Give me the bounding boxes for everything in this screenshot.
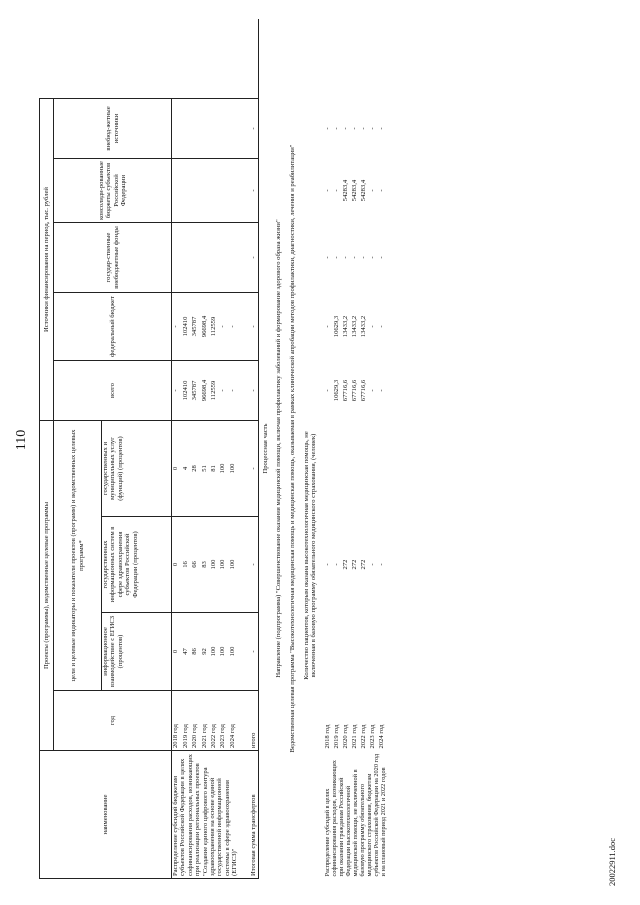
- table-cell: -: [229, 361, 239, 421]
- table-cell: -: [219, 293, 228, 361]
- table-cell: 100: [219, 613, 228, 691]
- table-cell: [219, 98, 228, 158]
- table-cell: 112559: [210, 361, 219, 421]
- table-cell: 54283,4: [350, 179, 358, 202]
- table-cell: 4: [182, 421, 191, 517]
- table-row-year: 2020 год: [341, 724, 349, 749]
- table-cell: 83: [201, 517, 210, 613]
- header-indicator-2: государственных информационных систем в сфере здравоохранения субъектов Российской Федерации (процентов): [102, 517, 172, 613]
- block2-rows: [324, 19, 387, 879]
- header-year: год: [54, 691, 172, 751]
- table-cell: -: [323, 325, 331, 328]
- table-cell: 92: [201, 613, 210, 691]
- table-cell: -: [350, 256, 358, 259]
- table-cell: 100: [210, 613, 219, 691]
- table-cell: [182, 98, 191, 158]
- table-cell: 81: [210, 421, 219, 517]
- itogo-year: итого: [250, 691, 258, 751]
- table-cell: -: [250, 159, 258, 223]
- table-cell: -: [368, 325, 376, 328]
- table-row-year: 2018 год: [172, 691, 182, 751]
- header-state-offbudget-funds: государ-ственные внебюджетные фонды: [54, 223, 172, 293]
- table-cell: 0: [172, 517, 182, 613]
- table-cell: -: [377, 127, 385, 130]
- table-cell: 66: [191, 517, 200, 613]
- table-cell: -: [377, 256, 385, 259]
- table-row-year: 2024 год: [229, 691, 239, 751]
- table-cell: 272: [350, 559, 358, 570]
- header-indicator-1: информационное взаимодействие с ЕГИСЗ (процентов): [102, 613, 172, 691]
- table-cell: -: [250, 98, 258, 158]
- table-cell: -: [332, 256, 340, 259]
- table-cell: -: [368, 256, 376, 259]
- table-cell: [182, 159, 191, 223]
- table-cell: [229, 223, 239, 293]
- financing-table: [39, 19, 387, 879]
- table-cell: [210, 159, 219, 223]
- table-cell: 13433,2: [350, 315, 358, 338]
- table-cell: -: [377, 563, 385, 566]
- table-cell: -: [332, 189, 340, 192]
- table-cell: 10629,3: [332, 315, 340, 338]
- table-cell: -: [323, 127, 331, 130]
- table-row-year: 2022 год: [359, 724, 367, 749]
- table-cell: 100: [219, 421, 228, 517]
- table-cell: -: [250, 361, 258, 421]
- table-row-year: 2021 год: [201, 691, 210, 751]
- table-cell: [201, 98, 210, 158]
- table-cell: -: [323, 256, 331, 259]
- table-cell: 67716,6: [350, 379, 358, 402]
- table-cell: -: [172, 361, 182, 421]
- document-sheet: [39, 19, 622, 879]
- table-cell: 345787: [191, 361, 200, 421]
- table-cell: 0: [172, 421, 182, 517]
- table-cell: 96698,4: [201, 361, 210, 421]
- table-cell: -: [368, 189, 376, 192]
- table-cell: 67716,6: [341, 379, 349, 402]
- page-number: 110: [14, 429, 29, 451]
- header-indicator-3: государственных и муниципальных услуг (функций) (процентов): [102, 421, 172, 517]
- table-row-year: 2021 год: [350, 724, 358, 749]
- table-row-year: 2020 год: [191, 691, 200, 751]
- table-cell: 54283,4: [359, 179, 367, 202]
- header-projects-group: Проекты (программы), ведомственные целевые программы: [40, 421, 54, 751]
- table-cell: [210, 98, 219, 158]
- direction-heading: Направление (подпрограмма) "Совершенствование оказания медицинской помощи, включая профилактику заболеваний и формирование здорового образа жизни": [275, 219, 283, 678]
- table-cell: 272: [359, 559, 367, 570]
- table-cell: -: [359, 256, 367, 259]
- table-cell: 96698,4: [201, 293, 210, 361]
- table-cell: 10629,3: [332, 379, 340, 402]
- table-cell: -: [219, 361, 228, 421]
- table-cell: -: [368, 127, 376, 130]
- itogo-label: Итоговая сумма трансфертов: [250, 751, 258, 879]
- table-cell: 112559: [210, 293, 219, 361]
- table-cell: 100: [229, 517, 239, 613]
- table-cell: [172, 159, 182, 223]
- table-cell: 86: [191, 613, 200, 691]
- table-cell: [219, 159, 228, 223]
- table-cell: -: [377, 325, 385, 328]
- table-cell: -: [250, 517, 258, 613]
- table-cell: -: [377, 189, 385, 192]
- block1-rows: [172, 19, 259, 879]
- table-row-year: 2019 год: [332, 724, 340, 749]
- table-cell: 345787: [191, 293, 200, 361]
- table-cell: -: [341, 127, 349, 130]
- table-cell: 67716,6: [359, 379, 367, 402]
- table-cell: [172, 98, 182, 158]
- block2-indicator: Количество пациентов, которым оказана высокотехнологичная медицинская помощь, не включенная в базовую программу обязательного медицинского страхования, (человек): [302, 431, 318, 680]
- table-cell: -: [250, 223, 258, 293]
- document-filename: 20022911.doc: [607, 837, 617, 887]
- table-cell: -: [323, 389, 331, 392]
- table-cell: 0: [172, 613, 182, 691]
- header-targets-group: цели и целевые индикаторы и показатели проектов (программ) и ведомственных целевых программ*: [54, 421, 102, 691]
- table-cell: -: [359, 127, 367, 130]
- table-cell: -: [368, 563, 376, 566]
- header-federal-budget: федеральный бюджет: [54, 293, 172, 361]
- table-cell: 28: [191, 421, 200, 517]
- table-cell: [191, 223, 200, 293]
- header-offbudget-sources: внебюд-жетные источники: [54, 98, 172, 158]
- table-cell: 272: [341, 559, 349, 570]
- table-cell: 16: [182, 517, 191, 613]
- table-cell: -: [332, 127, 340, 130]
- process-part-heading: Процессная часть: [261, 423, 269, 474]
- table-cell: [191, 98, 200, 158]
- table-cell: [201, 159, 210, 223]
- table-cell: [219, 223, 228, 293]
- table-cell: -: [341, 256, 349, 259]
- table-cell: -: [350, 127, 358, 130]
- table-cell: [229, 159, 239, 223]
- table-cell: -: [323, 563, 331, 566]
- table-row-year: 2023 год: [368, 724, 376, 749]
- table-cell: -: [377, 389, 385, 392]
- table-cell: -: [323, 189, 331, 192]
- table-cell: [182, 223, 191, 293]
- table-cell: 54283,4: [341, 179, 349, 202]
- header-sources-group: Источники финансирования на период, тыс. рублей: [40, 98, 54, 420]
- table-cell: -: [229, 293, 239, 361]
- table-cell: 100: [210, 517, 219, 613]
- table-cell: [172, 223, 182, 293]
- table-cell: [201, 223, 210, 293]
- table-row-year: 2019 год: [182, 691, 191, 751]
- table-cell: -: [332, 563, 340, 566]
- header-total: всего: [54, 361, 172, 421]
- table-row-year: 2022 год: [210, 691, 219, 751]
- table-cell: -: [368, 389, 376, 392]
- table-cell: 100: [229, 421, 239, 517]
- table-cell: [210, 223, 219, 293]
- table-row-year: 2018 год: [323, 724, 331, 749]
- table-cell: 102410: [182, 293, 191, 361]
- table-cell: 102410: [182, 361, 191, 421]
- vcp-heading: Ведомственная целевая программа "Высокотехнологичная медицинская помощь и медицинская помощь, оказываемая в рамках клинической апробации методов профилактики, диагностики, лечения и реабилитации": [288, 144, 296, 753]
- block1-title: Распределение субсидий бюджетам субъектов Российской Федерации в целях софинансирования расходов, возникающих при реализации региональных проектов "Создание единого цифрового контура здравоохранения на основе единой государственной информационной системы в сфере здравоохранения (ЕГИСЗ)": [172, 751, 239, 879]
- table-cell: [191, 159, 200, 223]
- table-cell: [229, 98, 239, 158]
- table-cell: 47: [182, 613, 191, 691]
- rotated-table-area: [39, 19, 622, 879]
- table-cell: 51: [201, 421, 210, 517]
- table-cell: -: [250, 293, 258, 361]
- table-cell: 100: [219, 517, 228, 613]
- table-cell: -: [172, 293, 182, 361]
- table-cell: 13433,2: [359, 315, 367, 338]
- table-cell: -: [250, 613, 258, 691]
- block2-title: Распределение субсидий в целях софинансирования расходов, возникающих при оказании гражданам Российской Федерации высокотехнологичной медицинской помощи, не включенной в базовую программу обязательного медицинского страхования, бюджетам субъектов Российской Федерации на 2020 год и на плановый период 2021 и 2022 годов: [323, 753, 387, 877]
- table-row-year: 2024 год: [377, 724, 385, 749]
- table-cell: -: [250, 421, 258, 517]
- table-row-year: 2023 год: [219, 691, 228, 751]
- table-cell: 13433,2: [341, 315, 349, 338]
- table-cell: 100: [229, 613, 239, 691]
- header-name: наименование: [40, 751, 172, 879]
- header-consolidated-budgets: консолиди-рованные бюджеты субъектов Российской Федерации: [54, 159, 172, 223]
